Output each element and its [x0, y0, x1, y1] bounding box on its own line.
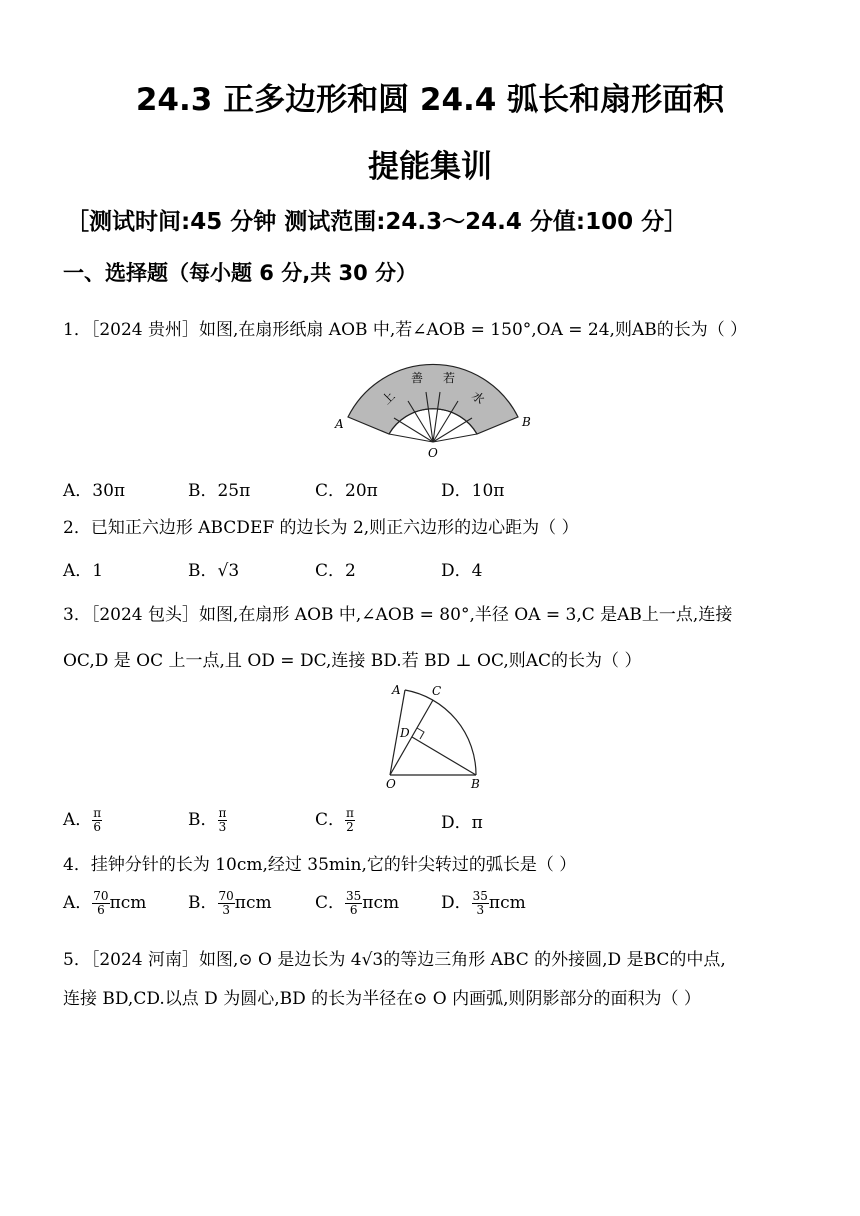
- q3-option-c[interactable]: C． $\frac{\pi}{2}$: [315, 806, 354, 834]
- q4-option-c[interactable]: C． $\frac{35}{6}$ πcm: [315, 889, 400, 917]
- page-title: 24.3 正多边形和圆 24.4 弧长和扇形面积: [135, 82, 725, 118]
- q1-option-c[interactable]: C．20π: [315, 481, 378, 501]
- question-5-text-line2: 连接 BD,CD.以点 D 为圆心,BD 的长为半径在⊙ O 内画弧,则阴影部分的面积为（ ）: [63, 989, 701, 1009]
- q3-option-d[interactable]: D．π: [441, 813, 483, 833]
- q2-option-b[interactable]: B．√3: [188, 561, 240, 581]
- fan-char-3: 若: [443, 371, 456, 385]
- q3-option-a[interactable]: A． $\frac{\pi}{6}$: [63, 806, 102, 834]
- sector-figure: [380, 680, 490, 795]
- question-4-text: 4．挂钟分针的长为 10cm,经过 35min,它的针尖转过的弧长是（ ）: [63, 855, 577, 875]
- question-5-text-line1: 5．［2024 河南］如图,⊙ O 是边长为 4√3的等边三角形 ABC 的外接圆,D 是BC的中点,: [63, 950, 726, 970]
- q2-option-a[interactable]: A．1: [63, 561, 104, 581]
- test-info: ［测试时间:45 分钟 测试范围:24.3～24.4 分值:100 分］: [66, 209, 688, 235]
- fan-char-2: 善: [411, 371, 424, 385]
- sector-label-d: D: [400, 726, 410, 740]
- fan-label-a: A: [335, 417, 344, 431]
- section-heading: 一、选择题（每小题 6 分,共 30 分）: [63, 261, 418, 285]
- page-subtitle: 提能集训: [368, 149, 492, 185]
- fan-label-o: O: [428, 446, 438, 460]
- fan-figure: [325, 352, 540, 462]
- q3-option-b[interactable]: B． $\frac{\pi}{3}$: [188, 806, 227, 834]
- question-1-text: 1．［2024 贵州］如图,在扇形纸扇 AOB 中,若∠AOB = 150°,OA = 24,则AB的长为（ ）: [63, 320, 748, 340]
- q4-option-a[interactable]: A． $\frac{70}{6}$ πcm: [63, 889, 147, 917]
- q1-option-a[interactable]: A．30π: [63, 481, 126, 501]
- q4-option-d[interactable]: D． $\frac{35}{3}$ πcm: [441, 889, 526, 917]
- q4-option-b[interactable]: B． $\frac{70}{3}$ πcm: [188, 889, 272, 917]
- question-3-text-line1: 3．［2024 包头］如图,在扇形 AOB 中,∠AOB = 80°,半径 OA = 3,C 是AB上一点,连接: [63, 605, 733, 625]
- question-3-text-line2: OC,D 是 OC 上一点,且 OD = DC,连接 BD.若 BD ⊥ OC,则AC的长为（ ）: [63, 651, 642, 671]
- q2-option-d[interactable]: D．4: [441, 561, 483, 581]
- fan-char-1: 上: [379, 388, 398, 408]
- sector-label-c: C: [432, 684, 442, 698]
- sector-label-a: A: [392, 683, 401, 697]
- question-2-text: 2．已知正六边形 ABCDEF 的边长为 2,则正六边形的边心距为（ ）: [63, 518, 579, 538]
- fan-label-b: B: [522, 415, 531, 429]
- sector-label-o: O: [386, 777, 396, 791]
- fan-char-4: 水: [469, 388, 488, 408]
- sector-label-b: B: [471, 777, 480, 791]
- q1-option-b[interactable]: B．25π: [188, 481, 251, 501]
- fan-shaded-band: [348, 364, 518, 434]
- q1-option-d[interactable]: D．10π: [441, 481, 505, 501]
- q2-option-c[interactable]: C．2: [315, 561, 356, 581]
